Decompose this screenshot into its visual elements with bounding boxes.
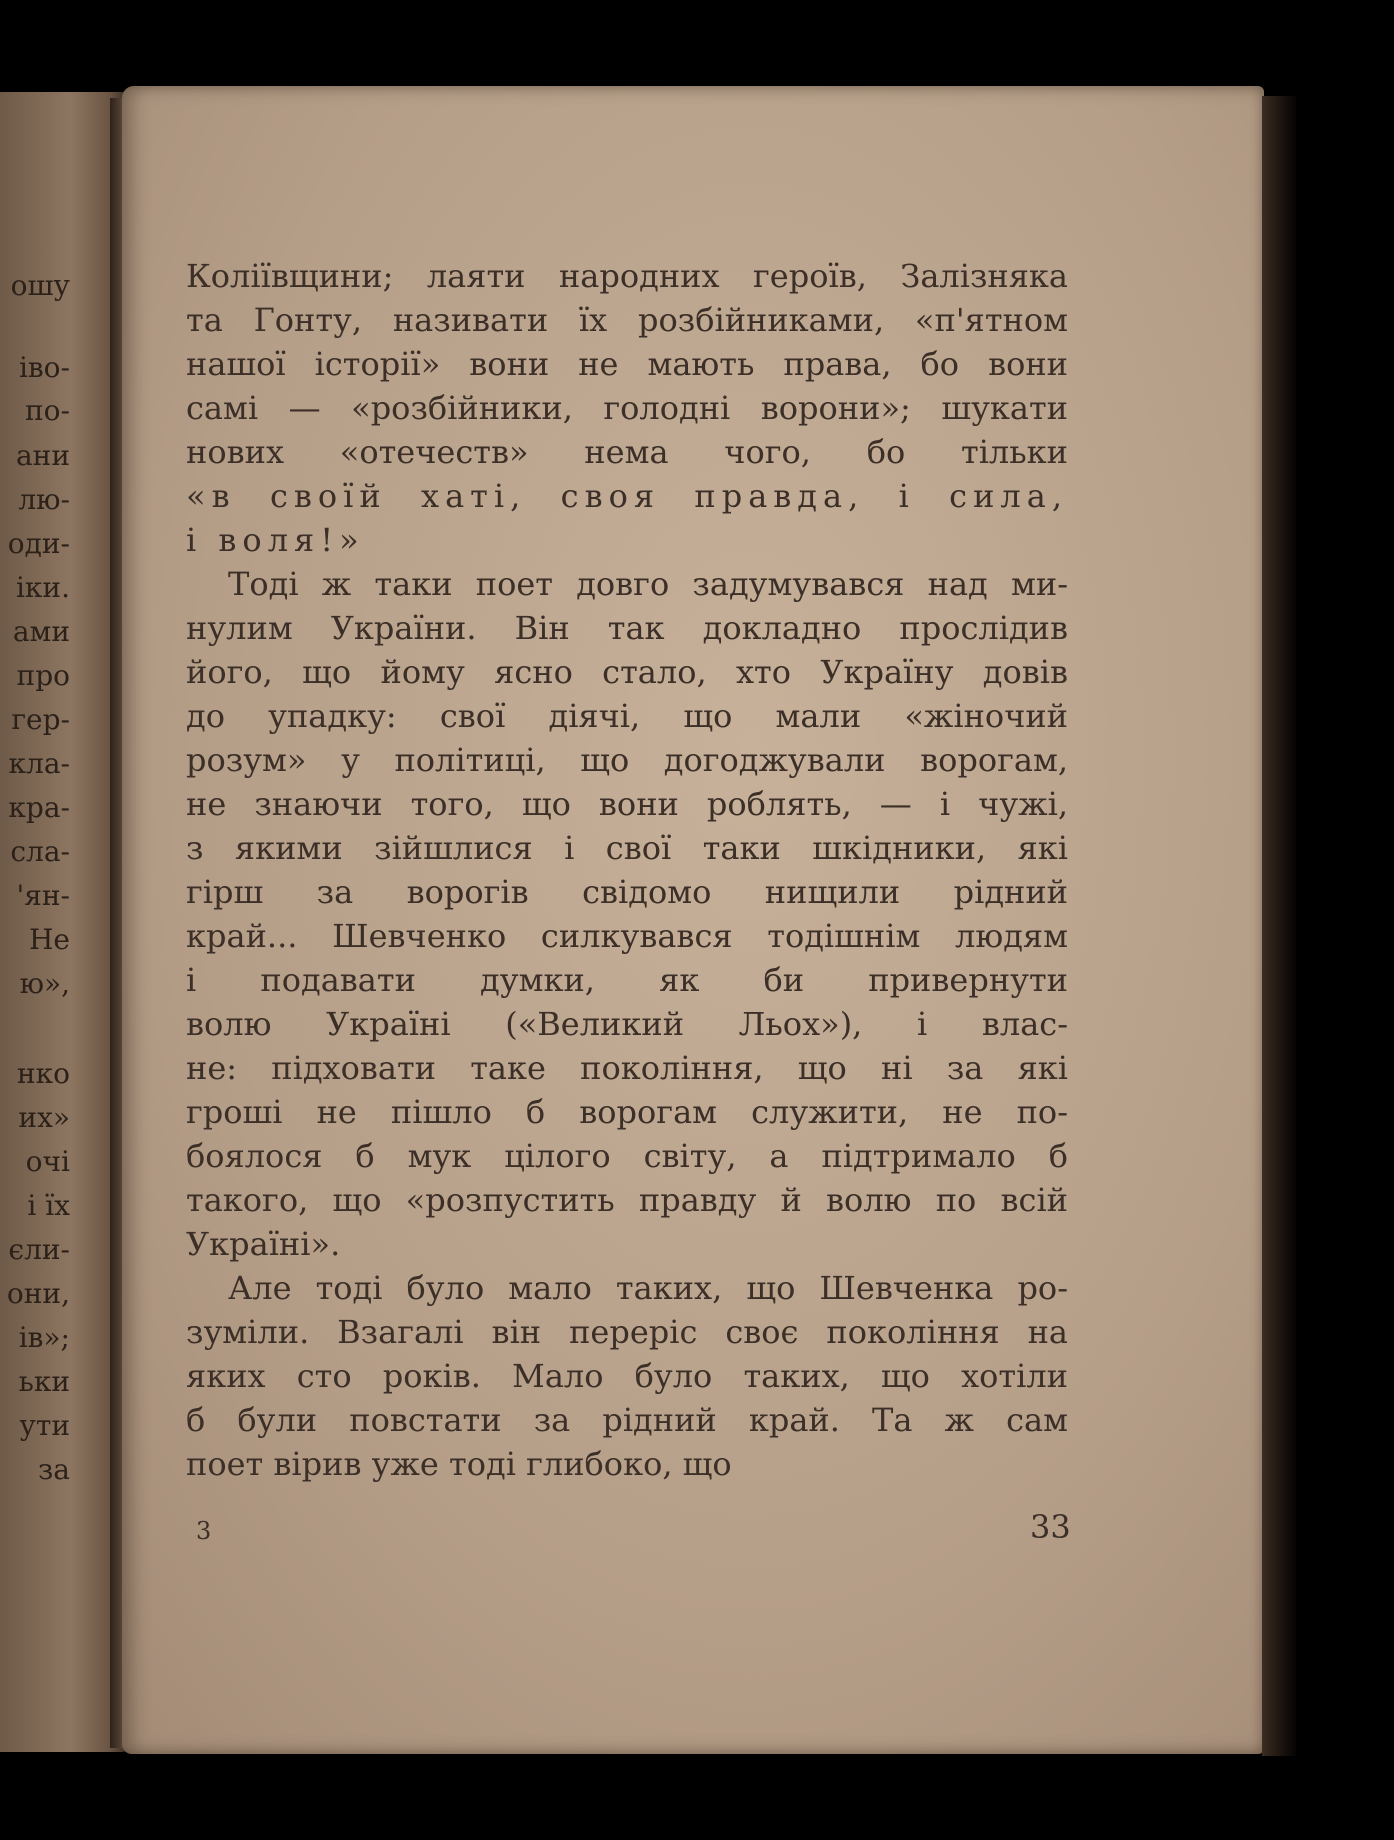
left-page-fragment: ьки [18,1365,70,1398]
text-line: нулим України. Він так докладно прослідив [186,609,1068,647]
text-line: нашої історії» вони не мають права, бо вони [186,345,1068,383]
text-line: Україні». [186,1225,341,1263]
page-edge-shadow [1262,96,1296,1756]
left-page-fragment: очі [25,1145,70,1178]
left-page-fragment: ани [15,439,70,472]
text-line: не знаючи того, що вони роблять, — і чужі, [186,785,1068,823]
text-line: до упадку: свої діячі, що мали «жіночий [186,697,1068,735]
left-page-fragment: іки. [15,571,70,604]
left-page-fragment: іво- [18,351,70,384]
left-page-fragment: нко [16,1057,70,1090]
text-line: і подавати думки, як би привернути [186,961,1068,999]
left-page-fragment: і їх [27,1189,70,1222]
text-line: зуміли. Взагалі він переріс своє покоління на [186,1313,1068,1351]
text-line: б були повстати за рідний край. Та ж сам [186,1401,1068,1439]
left-page-fragment: єли- [8,1233,70,1266]
text-line: самі — «розбійники, голодні ворони»; шукати [186,389,1068,427]
page-number: 33 [1030,1508,1071,1546]
left-page-fragment: Не [29,923,70,956]
text-line: з якими зійшлися і свої таки шкідники, які [186,829,1068,867]
text-line: боялося б мук цілого світу, а підтримало б [186,1137,1068,1175]
text-line: не: підховати таке покоління, що ні за які [186,1049,1068,1087]
left-page-fragment: сла- [10,835,70,868]
text-line: його, що йому ясно стало, хто Україну довів [186,653,1068,691]
left-page-fragment: за [38,1453,70,1486]
left-page-edge [0,92,128,1752]
page-text [186,254,1068,1486]
left-page-fragment: 'ян- [16,879,70,912]
text-line: такого, що «розпустить правду й волю по всій [186,1181,1068,1219]
left-page-fragment: их» [18,1101,70,1134]
left-page-fragment: про [16,659,70,692]
text-line: розум» у політиці, що догоджували ворогам, [186,741,1068,779]
text-line: край... Шевченко силкувався тодішнім людям [186,917,1068,955]
text-line: волю Україні («Великий Льох»), і влас- [186,1005,1068,1043]
text-line: Тоді ж таки поет довго задумувався над ми- [228,565,1068,603]
text-line: яких сто років. Мало було таких, що хотіли [186,1357,1068,1395]
text-line: нових «отечеств» нема чого, бо тільки [186,433,1068,471]
left-page-fragment: ю», [19,967,70,1000]
left-page-fragment: они, [6,1277,70,1310]
left-page-fragment: лю- [18,483,70,516]
text-line: Але тоді було мало таких, що Шевченка ро- [228,1269,1068,1307]
text-line: Коліївщини; лаяти народних героїв, Залізняка [186,257,1068,295]
left-page-fragment: кра- [8,791,70,824]
text-line: гроші не пішло б ворогам служити, не по- [186,1093,1068,1131]
text-line: поет вірив уже тоді глибоко, що [186,1445,732,1483]
left-page-fragment: ами [12,615,70,648]
text-line: і воля!» [186,521,365,559]
signature-mark: 3 [196,1517,212,1545]
left-page-fragment: ути [19,1409,70,1442]
text-line: «в своїй хаті, своя правда, і сила, [186,477,1068,515]
left-page-fragment: гер- [11,703,70,736]
left-page-fragment: кла- [8,747,70,780]
left-page-fragment: оди- [7,527,70,560]
left-page-fragment: ошу [10,269,70,302]
text-line: та Гонту, називати їх розбійниками, «п'ятном [186,301,1068,339]
left-page-fragment: по- [25,394,70,427]
left-page-fragment: ів»; [18,1321,70,1354]
text-line: гірш за ворогів свідомо нищили рідний [186,873,1068,911]
